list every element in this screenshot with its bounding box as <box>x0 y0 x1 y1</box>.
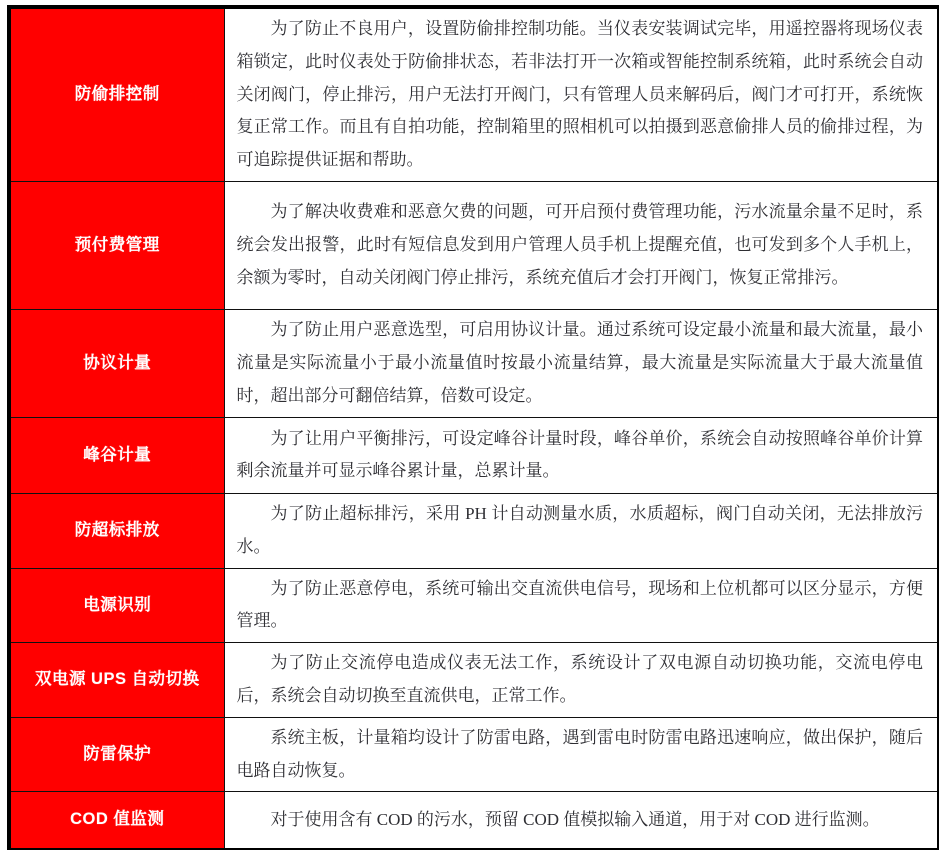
table-row <box>9 181 938 309</box>
feature-description-cell <box>224 643 938 718</box>
feature-label-cell: 峰谷计量 <box>9 417 224 493</box>
feature-label-cell: 电源识别 <box>9 568 224 643</box>
feature-description-cell <box>224 417 938 493</box>
feature-description-text: 为了防止不良用户，设置防偷排控制功能。当仪表安装调试完毕，用遥控器将现场仪表箱锁定，此时仪表处于防偷排状态，若非法打开一次箱或智能控制系统箱，此时系统会自动关闭阀门，停止排污，用户无法打开阀门，只有管理人员来解码后，阀门才可打开，系统恢复正常工作。而且有自拍功能，控制箱里的照相机可以拍摄到恶意偷排人员的偷排过程，为可追踪提供证据和帮助。 <box>236 19 923 170</box>
feature-description-cell <box>224 717 938 792</box>
table-row <box>9 568 938 643</box>
table-row <box>9 717 938 792</box>
feature-description-cell <box>224 568 938 643</box>
table-row <box>9 7 938 181</box>
feature-description-cell <box>224 7 938 181</box>
feature-description-text: 为了防止交流停电造成仪表无法工作，系统设计了双电源自动切换功能，交流电停电后，系统会自动切换至直流供电，正常工作。 <box>236 653 923 705</box>
table-row <box>9 417 938 493</box>
feature-label-cell: COD 值监测 <box>9 792 224 849</box>
feature-label-cell: 预付费管理 <box>9 181 224 309</box>
feature-label-cell: 双电源 UPS 自动切换 <box>9 643 224 718</box>
feature-description-text: 为了解决收费难和恶意欠费的问题，可开启预付费管理功能，污水流量余量不足时，系统会发出报警，此时有短信息发到用户管理人员手机上提醒充值，也可发到多个人手机上，余额为零时，自动关闭阀门停止排污，系统充值后才会打开阀门，恢复正常排污。 <box>236 202 923 287</box>
feature-description-text: 对于使用含有 COD 的污水，预留 COD 值模拟输入通道，用于对 COD 进行监测。 <box>270 809 880 829</box>
feature-label-cell: 防超标排放 <box>9 493 224 568</box>
feature-description-text: 为了防止恶意停电，系统可输出交直流供电信号，现场和上位机都可以区分显示，方便管理。 <box>236 578 923 631</box>
feature-description-text: 为了防止用户恶意选型，可启用协议计量。通过系统可设定最小流量和最大流量，最小流量是实际流量小于最小流量值时按最小流量结算，最大流量是实际流量大于最大流量值时，超出部分可翻倍结算，倍数可设定。 <box>236 320 923 405</box>
feature-specification-table <box>7 5 939 850</box>
feature-description-cell <box>224 309 938 417</box>
feature-description-cell <box>224 493 938 568</box>
table-row <box>9 309 938 417</box>
feature-description-cell <box>224 181 938 309</box>
table-row <box>9 493 938 568</box>
feature-description-text: 为了防止超标排污，采用 PH 计自动测量水质，水质超标，阀门自动关闭，无法排放污水。 <box>236 503 923 556</box>
table-row <box>9 643 938 718</box>
feature-label-cell: 协议计量 <box>9 309 224 417</box>
feature-label-cell: 防偷排控制 <box>9 7 224 181</box>
feature-description-text: 为了让用户平衡排污，可设定峰谷计量时段，峰谷单价，系统会自动按照峰谷单价计算剩余流量并可显示峰谷累计量，总累计量。 <box>236 428 923 481</box>
feature-label-cell: 防雷保护 <box>9 717 224 792</box>
feature-description-cell <box>224 792 938 849</box>
table-row <box>9 792 938 849</box>
feature-description-text: 系统主板，计量箱均设计了防雷电路，遇到雷电时防雷电路迅速响应，做出保护，随后电路自动恢复。 <box>236 727 923 780</box>
table-body <box>9 7 938 849</box>
